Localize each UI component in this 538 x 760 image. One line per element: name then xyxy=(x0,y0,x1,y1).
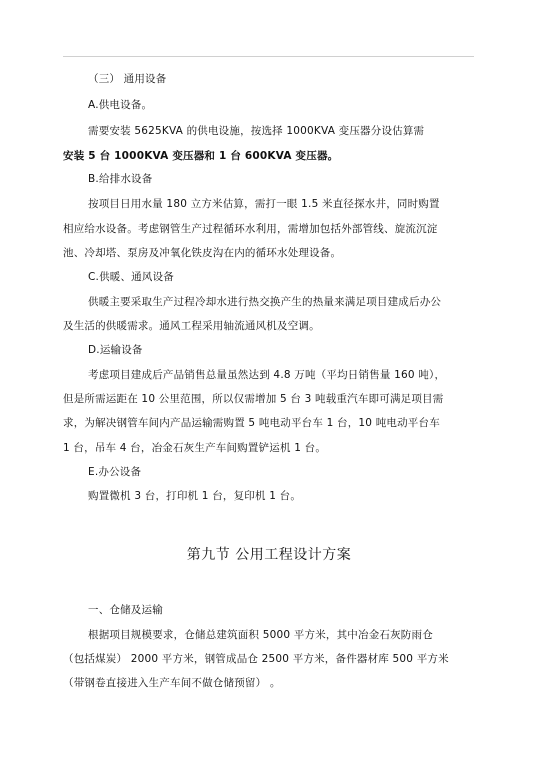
header-rule xyxy=(63,56,474,57)
paragraph-line: 安装 5 台 1000KVA 变压器和 1 台 600KVA 变压器。 xyxy=(63,150,339,162)
paragraph-line: 供暖主要采取生产过程冷却水进行热交换产生的热量来满足项目建成后办公 xyxy=(88,296,442,308)
paragraph-line: 按项目日用水量 180 立方米估算，需打一眼 1.5 米直径探水井，同时购置 xyxy=(88,198,440,210)
paragraph-line: 及生活的供暖需求。通风工程采用轴流通风机及空调。 xyxy=(63,320,320,332)
subheading-office-equipment: E.办公设备 xyxy=(88,466,142,478)
paragraph-line: （包括煤炭） 2000 平方米，钢管成品仓 2500 平方米，备件器材库 500 平方米 xyxy=(63,653,449,665)
subheading-transport: D.运输设备 xyxy=(88,344,143,356)
paragraph-line: 但是所需运距在 10 公里范围，所以仅需增加 5 台 3 吨载重汽车即可满足项目需 xyxy=(63,393,444,405)
paragraph-line: 考虑项目建成后产品销售总量虽然达到 4.8 万吨（平均日销售量 160 吨）， xyxy=(88,369,446,381)
paragraph-line: 相应给水设备。考虑钢管生产过程循环水利用，需增加包括外部管线、旋流沉淀 xyxy=(63,223,438,235)
paragraph-line: （带钢卷直接进入生产车间不做仓储预留） 。 xyxy=(63,677,281,689)
paragraph-line: 1 台，吊车 4 台，冶金石灰生产车间购置铲运机 1 台。 xyxy=(63,442,327,454)
paragraph-line: 购置微机 3 台，打印机 1 台，复印机 1 台。 xyxy=(88,490,302,502)
paragraph-line: 需要安装 5625KVA 的供电设施，按选择 1000KVA 变压器分设估算需 xyxy=(88,125,425,137)
subheading-heating-ventilation: C.供暖、通风设备 xyxy=(88,271,174,283)
paragraph-line: 根据项目规模要求，仓储总建筑面积 5000 平方米，其中冶金石灰防雨仓 xyxy=(88,629,433,641)
paragraph-line: 求，为解决钢管车间内产品运输需购置 5 吨电动平台车 1 台，10 吨电动平台车 xyxy=(63,417,440,429)
subheading-storage-transport: 一、仓储及运输 xyxy=(88,604,163,616)
chapter-heading: 第九节 公用工程设计方案 xyxy=(186,547,352,563)
section-heading-general-equipment: （三） 通用设备 xyxy=(88,73,167,85)
paragraph-line: 池、冷却塔、泵房及冲氧化铁皮沟在内的循环水处理设备。 xyxy=(63,247,342,259)
subheading-water-supply: B.给排水设备 xyxy=(88,173,153,185)
subheading-power-supply: A.供电设备。 xyxy=(88,99,153,111)
